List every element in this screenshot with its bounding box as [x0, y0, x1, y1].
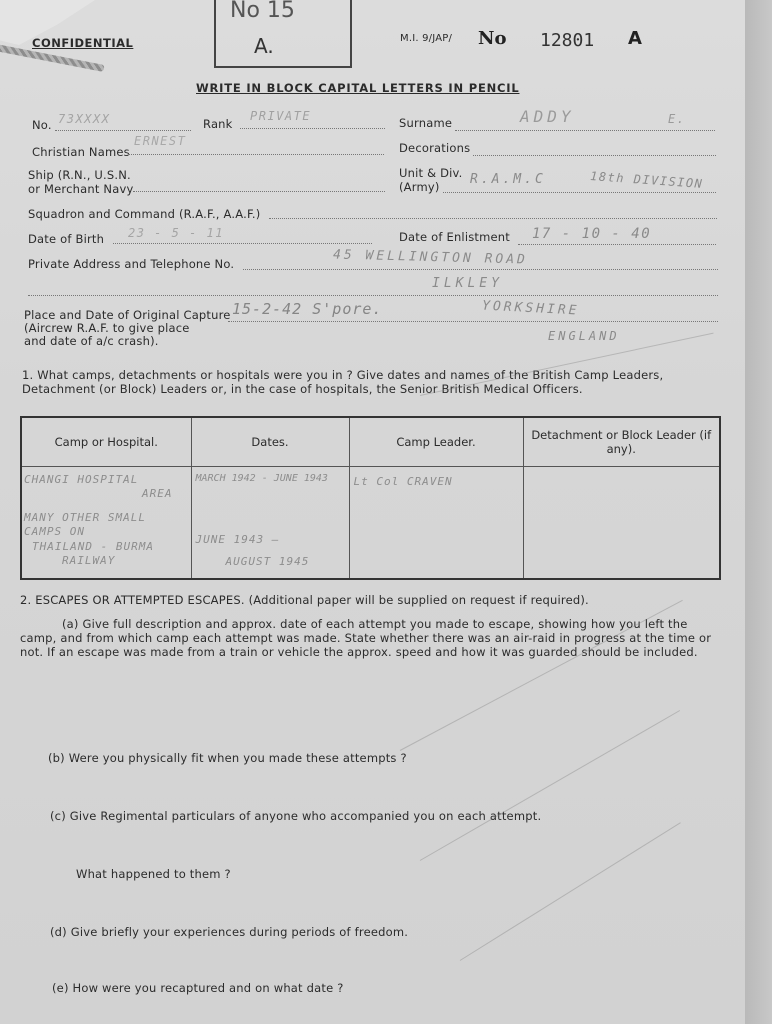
question-2d-text: (d) Give briefly your experiences during periods of freedom. — [50, 925, 409, 939]
stamp-letter: A. — [254, 34, 274, 58]
cell-camps — [21, 467, 191, 580]
date-of-birth-value: 23 - 5 - 11 — [128, 226, 224, 240]
capture-label-line1: Place and Date of Original Capture — [24, 308, 231, 322]
form-reference: M.I. 9/JAP/ — [400, 33, 453, 44]
classification-label: CONFIDENTIAL — [32, 36, 134, 50]
instruction-heading: WRITE IN BLOCK CAPITAL LETTERS IN PENCIL — [196, 81, 520, 95]
surname-initial: E. — [668, 112, 686, 126]
surname-label: Surname — [399, 116, 453, 130]
question-2e-text: (e) How were you recaptured and on what date ? — [52, 981, 344, 995]
cell-detachment-leader — [523, 467, 720, 580]
ship-label-line1: Ship (R.N., U.S.N. — [28, 168, 131, 182]
column-camp-or-hospital: Camp or Hospital. — [21, 417, 191, 467]
serial-number: 12801 — [540, 30, 595, 51]
camp-line: CHANGI HOSPITAL — [24, 473, 139, 486]
address-line3: YORKSHIRE — [481, 298, 580, 319]
christian-names-value: ERNEST — [134, 134, 187, 148]
decorations-label: Decorations — [399, 141, 471, 155]
scan-edge — [745, 0, 772, 1024]
division-value: 18th DIVISION — [589, 169, 704, 191]
rank-label: Rank — [203, 117, 233, 131]
unit-value: R.A.M.C — [470, 172, 546, 187]
unit-label-line2: (Army) — [399, 180, 440, 194]
address-label: Private Address and Telephone No. — [28, 257, 235, 271]
question-2a-text: (a) Give full description and approx. date of each attempt you made to escape, showing how you left the camp, and from which camp each attempt was made. State whether there was an air-raid in progress at the time or not. If an escape was made from a train or vehicle the approx. speed and how it was guarded should be included. — [20, 617, 712, 659]
pencil-stroke — [420, 710, 680, 861]
pencil-stroke — [460, 822, 681, 961]
column-detachment-leader: Detachment or Block Leader (if any). — [523, 417, 720, 467]
capture-label-line3: and date of a/c crash). — [24, 334, 159, 348]
unit-label-line1: Unit & Div. — [399, 166, 463, 180]
address-line2: ILKLEY — [432, 276, 503, 291]
cell-dates — [191, 467, 349, 580]
date-line: MARCH 1942 - JUNE 1943 — [195, 473, 328, 484]
capture-label-line2: (Aircrew R.A.F. to give place — [24, 321, 190, 335]
camp-line: MANY OTHER SMALL — [24, 511, 146, 524]
column-dates: Dates. — [191, 417, 349, 467]
enlistment-label: Date of Enlistment — [399, 230, 511, 244]
question-2c-followup: What happened to them ? — [76, 867, 231, 881]
serial-series: A — [628, 28, 642, 49]
ship-label-line2: or Merchant Navy — [28, 182, 134, 196]
squadron-label: Squadron and Command (R.A.F., A.A.F.) — [28, 207, 261, 221]
reference-stamp — [214, 0, 352, 68]
date-of-birth-label: Date of Birth — [28, 232, 105, 246]
question-2b-text: (b) Were you physically fit when you made these attempts ? — [48, 751, 407, 765]
number-label: No — [478, 28, 507, 49]
rank-value: PRIVATE — [250, 109, 312, 123]
camp-line: CAMPS ON — [24, 525, 85, 538]
question-2-heading: 2. ESCAPES OR ATTEMPTED ESCAPES. (Additional paper will be supplied on request if required). — [20, 593, 589, 607]
camp-line: THAILAND - BURMA — [32, 540, 154, 553]
enlistment-value: 17 - 10 - 40 — [532, 226, 652, 242]
no-label: No. — [32, 118, 52, 132]
address-line1: 45 WELLINGTON ROAD — [332, 247, 529, 268]
question-1-text: 1. What camps, detachments or hospitals were you in ? Give dates and names of the British Camp Leaders, Detachment (or Block) Leaders or, in the case of hospitals, the Senior British Medical Officers. — [22, 368, 664, 396]
leader-line: Lt Col CRAVEN — [353, 475, 453, 488]
stamp-number: No 15 — [230, 0, 295, 23]
date-line: AUGUST 1945 — [225, 555, 310, 568]
column-camp-leader: Camp Leader. — [349, 417, 523, 467]
camp-line: RAILWAY — [62, 554, 116, 567]
camps-table — [20, 416, 721, 580]
question-2c-text: (c) Give Regimental particulars of anyone who accompanied you on each attempt. — [50, 809, 542, 823]
cell-camp-leader — [349, 467, 523, 580]
christian-names-label: Christian Names — [32, 145, 130, 159]
address-line4: ENGLAND — [548, 329, 620, 343]
camp-line: AREA — [142, 487, 173, 500]
no-value: 73XXXX — [58, 112, 111, 126]
date-line: JUNE 1943 — — [195, 533, 280, 546]
surname-value: ADDY — [520, 107, 575, 126]
capture-value: 15-2-42 S'pore. — [232, 300, 383, 318]
